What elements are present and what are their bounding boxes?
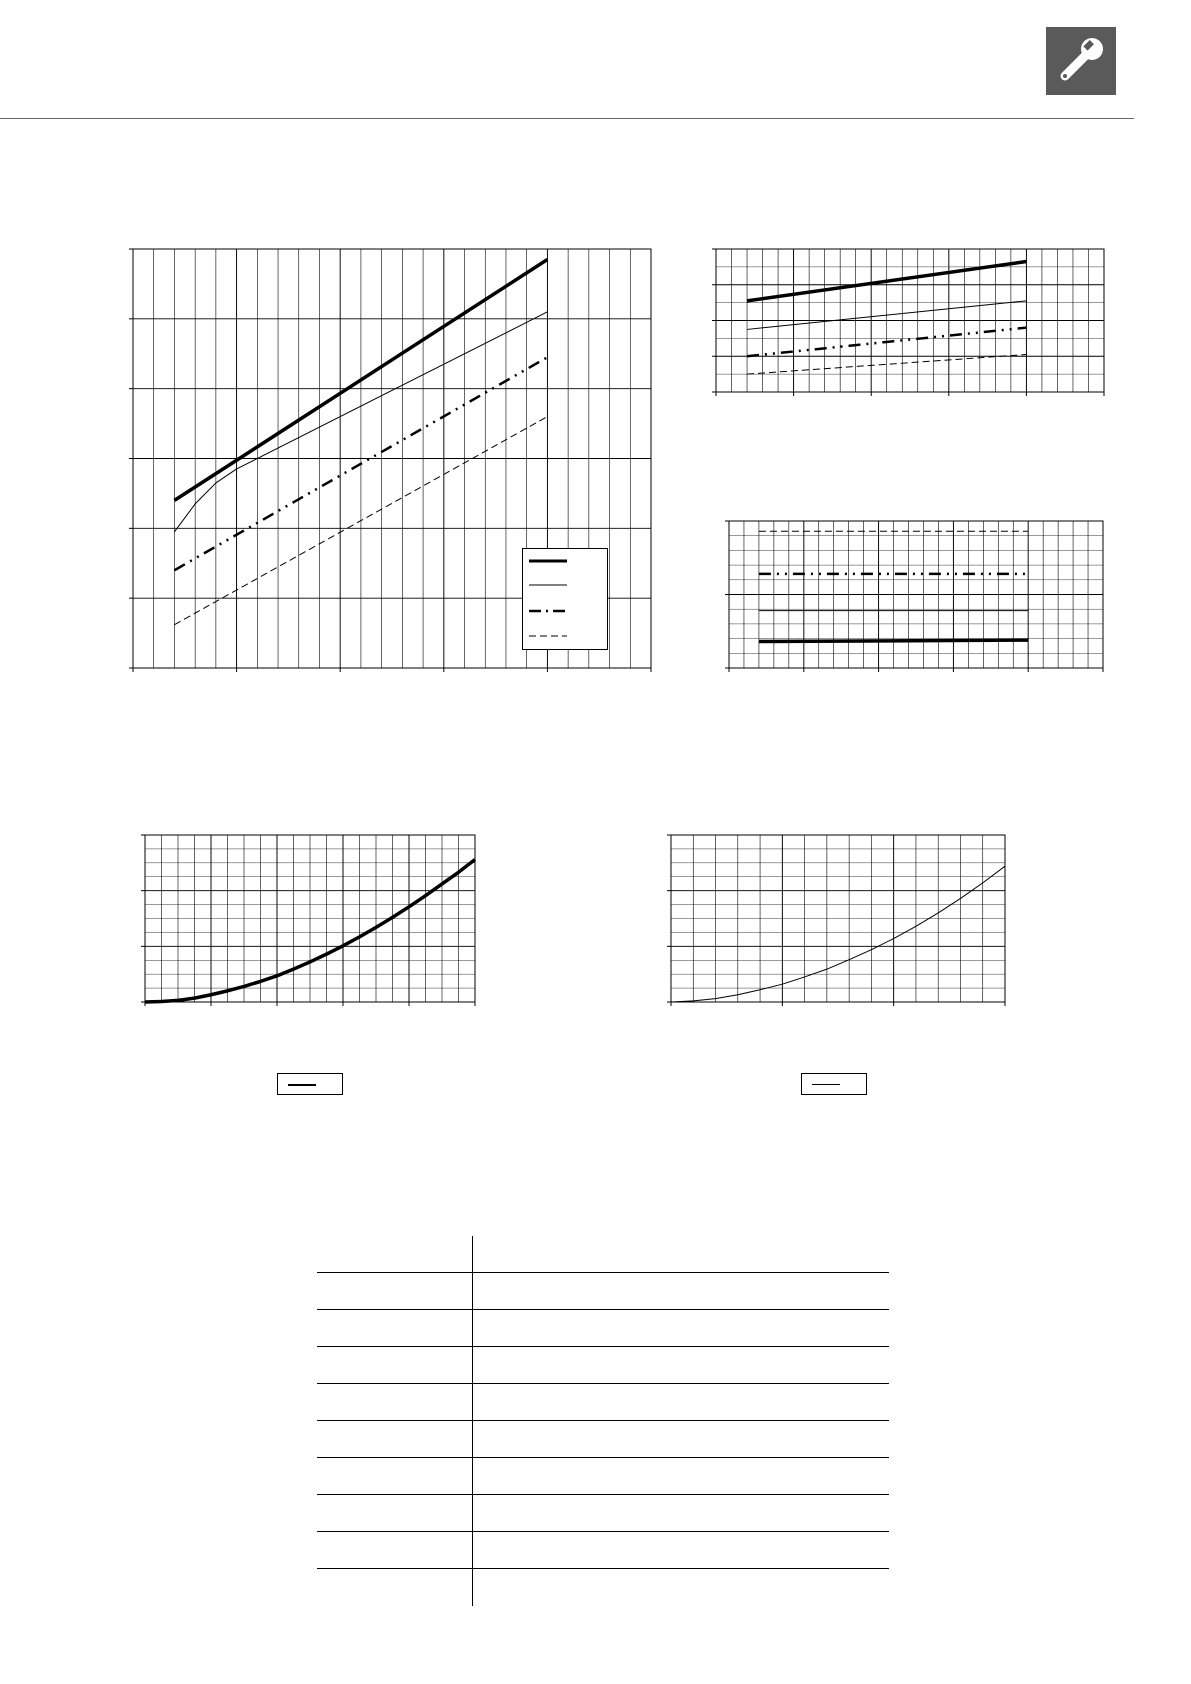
table-row-divider xyxy=(317,1420,889,1421)
bottom-left-chart xyxy=(144,834,476,1006)
table-row-divider xyxy=(317,1346,889,1347)
series-line-1 xyxy=(759,640,1028,641)
table-row-divider xyxy=(317,1531,889,1532)
bottom-left-legend xyxy=(277,1073,343,1095)
table-column-divider xyxy=(472,1236,473,1606)
data-table xyxy=(317,1236,889,1606)
table-row-divider xyxy=(317,1457,889,1458)
table-row-divider xyxy=(317,1309,889,1310)
grid xyxy=(667,835,1005,1006)
header-divider xyxy=(0,118,1134,119)
middle-right-chart xyxy=(728,520,1104,672)
table-row-divider xyxy=(317,1568,889,1569)
bottom-right-legend xyxy=(801,1073,867,1095)
grid xyxy=(712,249,1104,396)
series-line-1 xyxy=(671,866,1005,1002)
main-chart-legend xyxy=(522,548,608,650)
bottom-right-chart xyxy=(670,834,1006,1006)
wrench-icon xyxy=(1046,27,1116,95)
top-right-chart xyxy=(715,248,1105,396)
table-row-divider xyxy=(317,1494,889,1495)
grid xyxy=(725,521,1103,672)
legend-swatch xyxy=(812,1084,840,1085)
table-row-divider xyxy=(317,1272,889,1273)
table-row-divider xyxy=(317,1383,889,1384)
legend-swatch xyxy=(288,1084,316,1086)
grid xyxy=(141,835,475,1006)
